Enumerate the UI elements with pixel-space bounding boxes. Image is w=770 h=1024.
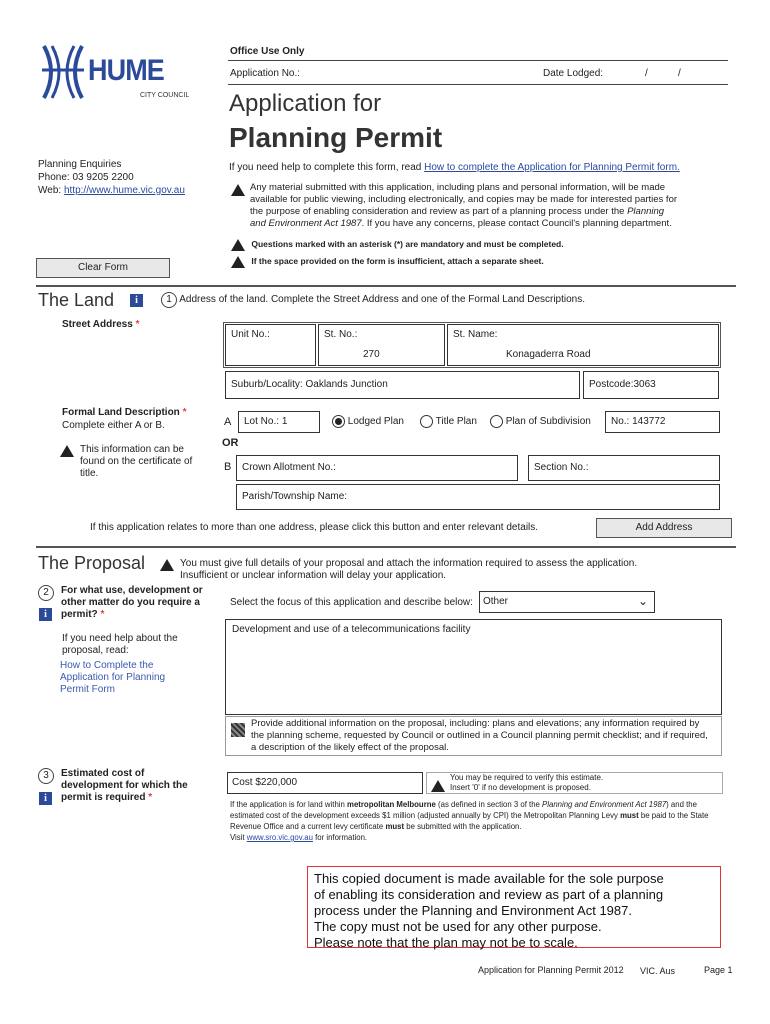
info-icon[interactable]: i	[39, 608, 52, 621]
web-row	[38, 184, 185, 197]
radio-lodged-plan[interactable]	[332, 415, 404, 428]
date-slash-1: /	[645, 68, 648, 79]
office-date-lodged: Date Lodged:	[543, 68, 604, 79]
logo-subtext: CITY COUNCIL	[140, 92, 190, 99]
section-title-land: The Land	[38, 290, 115, 310]
radio-icon	[420, 415, 433, 428]
q3-number: 3	[38, 768, 54, 784]
or-label: OR	[222, 437, 239, 449]
footer-state: VIC. Aus	[640, 966, 676, 976]
q1-text: Address of the land. Complete the Street Address and one of the Formal Land Descriptions.	[179, 294, 586, 305]
select-prompt: Select the focus of this application and describe below:	[230, 597, 473, 608]
levy-4: be paid to the State Revenue Office and a current levy certificate	[230, 811, 709, 831]
warning-icon	[231, 184, 245, 196]
plan-no-value: 143772	[632, 416, 666, 427]
formal-land-label	[62, 407, 186, 418]
page-title-line1: Application for	[229, 90, 382, 117]
proposal-intro-2: Insufficient or unclear information will delay your application.	[180, 570, 447, 581]
notice1-c-italic: Planning	[627, 206, 665, 217]
help-line	[229, 162, 680, 173]
planning-enquiries: Planning Enquiries	[38, 159, 122, 170]
office-top-rule	[228, 60, 728, 61]
verify-note-1: You may be required to verify this estimate.	[450, 773, 604, 782]
street-no-label: St. No.:	[324, 329, 358, 340]
levy-bold-1: metropolitan Melbourne	[347, 800, 436, 809]
lot-value: 1	[281, 416, 288, 427]
postcode-value: 3063	[633, 379, 656, 390]
warning-icon	[231, 239, 245, 251]
section-no-field[interactable]	[528, 455, 720, 481]
street-no-field[interactable]	[318, 324, 445, 366]
unit-no-field[interactable]	[225, 324, 316, 366]
street-name-value: Konagaderra Road	[506, 349, 591, 360]
parish-field[interactable]	[236, 484, 720, 510]
web-label: Web:	[38, 185, 62, 196]
radio-subdiv-label: Plan of Subdivision	[505, 416, 591, 428]
proposal-description: Development and use of a telecommunications facility	[232, 624, 471, 635]
focus-select-value: Other	[483, 596, 509, 607]
levy-italic: Planning and Environment Act 1987	[542, 800, 667, 809]
radio-title-label: Title Plan	[435, 416, 477, 428]
notice1-d-italic: and Environment Act 1987	[250, 218, 362, 229]
chevron-down-icon: ⌄	[637, 594, 648, 608]
radio-lodged-label: Lodged Plan	[347, 416, 404, 428]
q2-number: 2	[38, 585, 54, 601]
section-label: Section No.:	[534, 462, 589, 473]
plan-no-label: No.:	[611, 416, 630, 427]
notice1-c: the purpose of enabling consideration and review as part of a planning process under the	[250, 206, 625, 217]
radio-title-plan[interactable]	[420, 415, 477, 428]
help-text: If you need help to complete this form, read	[229, 162, 422, 173]
option-b-label: B	[224, 461, 232, 473]
verify-note	[450, 773, 603, 793]
council-logo	[38, 42, 198, 102]
levy-bold-3: must	[385, 822, 405, 831]
clear-form-button[interactable]: Clear Form	[36, 258, 170, 278]
levy-1: If the application is for land within	[230, 800, 345, 809]
info-icon[interactable]: i	[130, 294, 143, 307]
suburb-label: Suburb/Locality:	[231, 379, 303, 390]
plan-no-field[interactable]	[605, 411, 720, 433]
street-address-text: Street Address	[62, 319, 133, 330]
office-bottom-rule	[228, 84, 728, 85]
certificate-note-text: This information can be found on the certificate of title.	[80, 444, 193, 479]
office-app-no: Application No.:	[230, 68, 301, 79]
more-address-text: If this application relates to more than one address, please click this button and enter relevant details.	[90, 522, 539, 533]
notice2-text: Questions marked with an asterisk (*) are mandatory and must be completed.	[251, 239, 564, 250]
levy-5: be submitted with the application.	[406, 822, 522, 831]
sro-link[interactable]: www.sro.vic.gov.au	[246, 833, 313, 842]
crown-allotment-field[interactable]	[236, 455, 518, 481]
footer-doc: Application for Planning Permit 2012	[478, 965, 624, 975]
attach-icon	[231, 723, 245, 737]
section-divider	[36, 546, 736, 548]
street-address-label	[62, 319, 139, 330]
office-use-title: Office Use Only	[230, 46, 305, 57]
footer-page: Page 1	[704, 965, 733, 975]
notice3-text: If the space provided on the form is insufficient, attach a separate sheet.	[251, 256, 544, 267]
q2-block	[38, 585, 203, 621]
formal-land-sub: Complete either A or B.	[62, 420, 165, 431]
additional-info-text: Provide additional information on the proposal, including: plans and elevations; any information required by the planning scheme, requested by Council or outlined in a Council planning permit checklist; and if required, a description of the likely effect of the proposal.	[251, 718, 708, 753]
radio-plan-subdivision[interactable]	[490, 415, 591, 428]
q3-block	[38, 768, 208, 804]
add-address-button[interactable]: Add Address	[596, 518, 732, 538]
contact-block	[38, 158, 185, 197]
levy-6: for information.	[315, 833, 368, 842]
parish-label: Parish/Township Name:	[242, 491, 348, 502]
asterisk: *	[100, 609, 105, 620]
warning-icon	[60, 445, 74, 457]
stamp-line-3: process under the Planning and Environment Act 1987.	[314, 903, 632, 918]
proposal-intro-1: You must give full details of your proposal and attach the information required to assess the application.	[180, 558, 638, 569]
notice-space	[231, 256, 544, 268]
plan-no-text	[611, 416, 666, 427]
lot-no-field[interactable]	[238, 411, 320, 433]
suburb-field[interactable]	[225, 371, 580, 399]
cost-value: Cost $220,000	[232, 777, 298, 788]
web-link[interactable]: http://www.hume.vic.gov.au	[63, 185, 185, 196]
warning-icon	[431, 780, 445, 792]
radio-icon	[490, 415, 503, 428]
street-name-field[interactable]	[447, 324, 719, 366]
q1-number: 1	[161, 292, 177, 308]
asterisk: *	[182, 407, 187, 418]
notice1-a: Any material submitted with this application, including plans and personal information, will be made	[250, 182, 666, 193]
proposal-help-q: If you need help about the proposal, read:	[62, 633, 178, 656]
asterisk: *	[148, 792, 153, 803]
suburb-value: Oaklands Junction	[305, 379, 388, 390]
levy-2: (as defined in section 3 of the	[438, 800, 540, 809]
stamp-line-2: of enabling its consideration and review as part of a planning	[314, 887, 664, 902]
proposal-description-field[interactable]	[225, 619, 722, 715]
notice-material	[231, 182, 736, 230]
info-icon[interactable]: i	[39, 792, 52, 805]
radio-icon	[332, 415, 345, 428]
proposal-help-link[interactable]: How to Complete the Application for Planning Permit Form	[60, 660, 166, 695]
logo-text: HUME	[88, 54, 164, 87]
asterisk: *	[135, 319, 140, 330]
q3-text	[38, 768, 208, 804]
suburb-text	[231, 379, 388, 390]
q3-question: Estimated cost of development for which the permit is required	[61, 768, 188, 803]
street-name-label: St. Name:	[453, 329, 498, 340]
q2-question: For what use, development or other matter do you require a permit?	[61, 585, 203, 620]
crown-label: Crown Allotment No.:	[242, 462, 336, 473]
certificate-note	[60, 444, 206, 480]
lot-text	[244, 416, 287, 427]
warning-icon	[160, 559, 174, 571]
section-title-proposal: The Proposal	[38, 553, 146, 573]
postcode-field[interactable]	[583, 371, 719, 399]
unit-no-label: Unit No.:	[231, 329, 270, 340]
option-a-label: A	[224, 416, 232, 428]
stamp-line-1: This copied document is made available for the sole purpose	[314, 871, 664, 886]
cost-field[interactable]	[227, 772, 423, 794]
formal-land-text: Formal Land Description	[62, 407, 180, 418]
proposal-intro	[160, 558, 720, 582]
lot-label: Lot No.:	[244, 416, 280, 427]
section-divider	[36, 285, 736, 287]
levy-bold-2: must	[620, 811, 639, 820]
verify-note-2: Insert '0' if no development is proposed.	[450, 783, 591, 792]
notice-mandatory	[231, 239, 564, 251]
stamp-line-5: Please note that the plan may not be to scale.	[314, 935, 578, 950]
help-link[interactable]: How to complete the Application for Planning Permit form.	[424, 162, 680, 173]
levy-note	[230, 799, 722, 843]
levy-3: ) and the estimated cost of the development exceeds $1 million (adjusted annually by CPI) the Metropolitan Planning Levy	[230, 800, 697, 820]
notice1-d: . If you have any concerns, please contact Council's planning department.	[361, 218, 672, 229]
stamp-line-4: The copy must not be used for any other purpose.	[314, 919, 602, 934]
page-title-line2: Planning Permit	[229, 122, 443, 153]
q1-row	[161, 292, 585, 308]
phone-number: Phone: 03 9205 2200	[38, 172, 134, 183]
warning-icon	[231, 256, 245, 268]
postcode-text	[589, 379, 656, 390]
copy-disclaimer-stamp	[307, 866, 721, 948]
focus-select[interactable]	[479, 591, 655, 613]
levy-visit: Visit	[230, 833, 245, 842]
street-no-value: 270	[363, 349, 380, 360]
date-slash-2: /	[678, 68, 681, 79]
postcode-label: Postcode:	[589, 379, 634, 390]
q2-text	[38, 585, 203, 621]
notice1-b: available for public viewing, including electronically, and copies may be made for interested parties for	[250, 194, 678, 205]
